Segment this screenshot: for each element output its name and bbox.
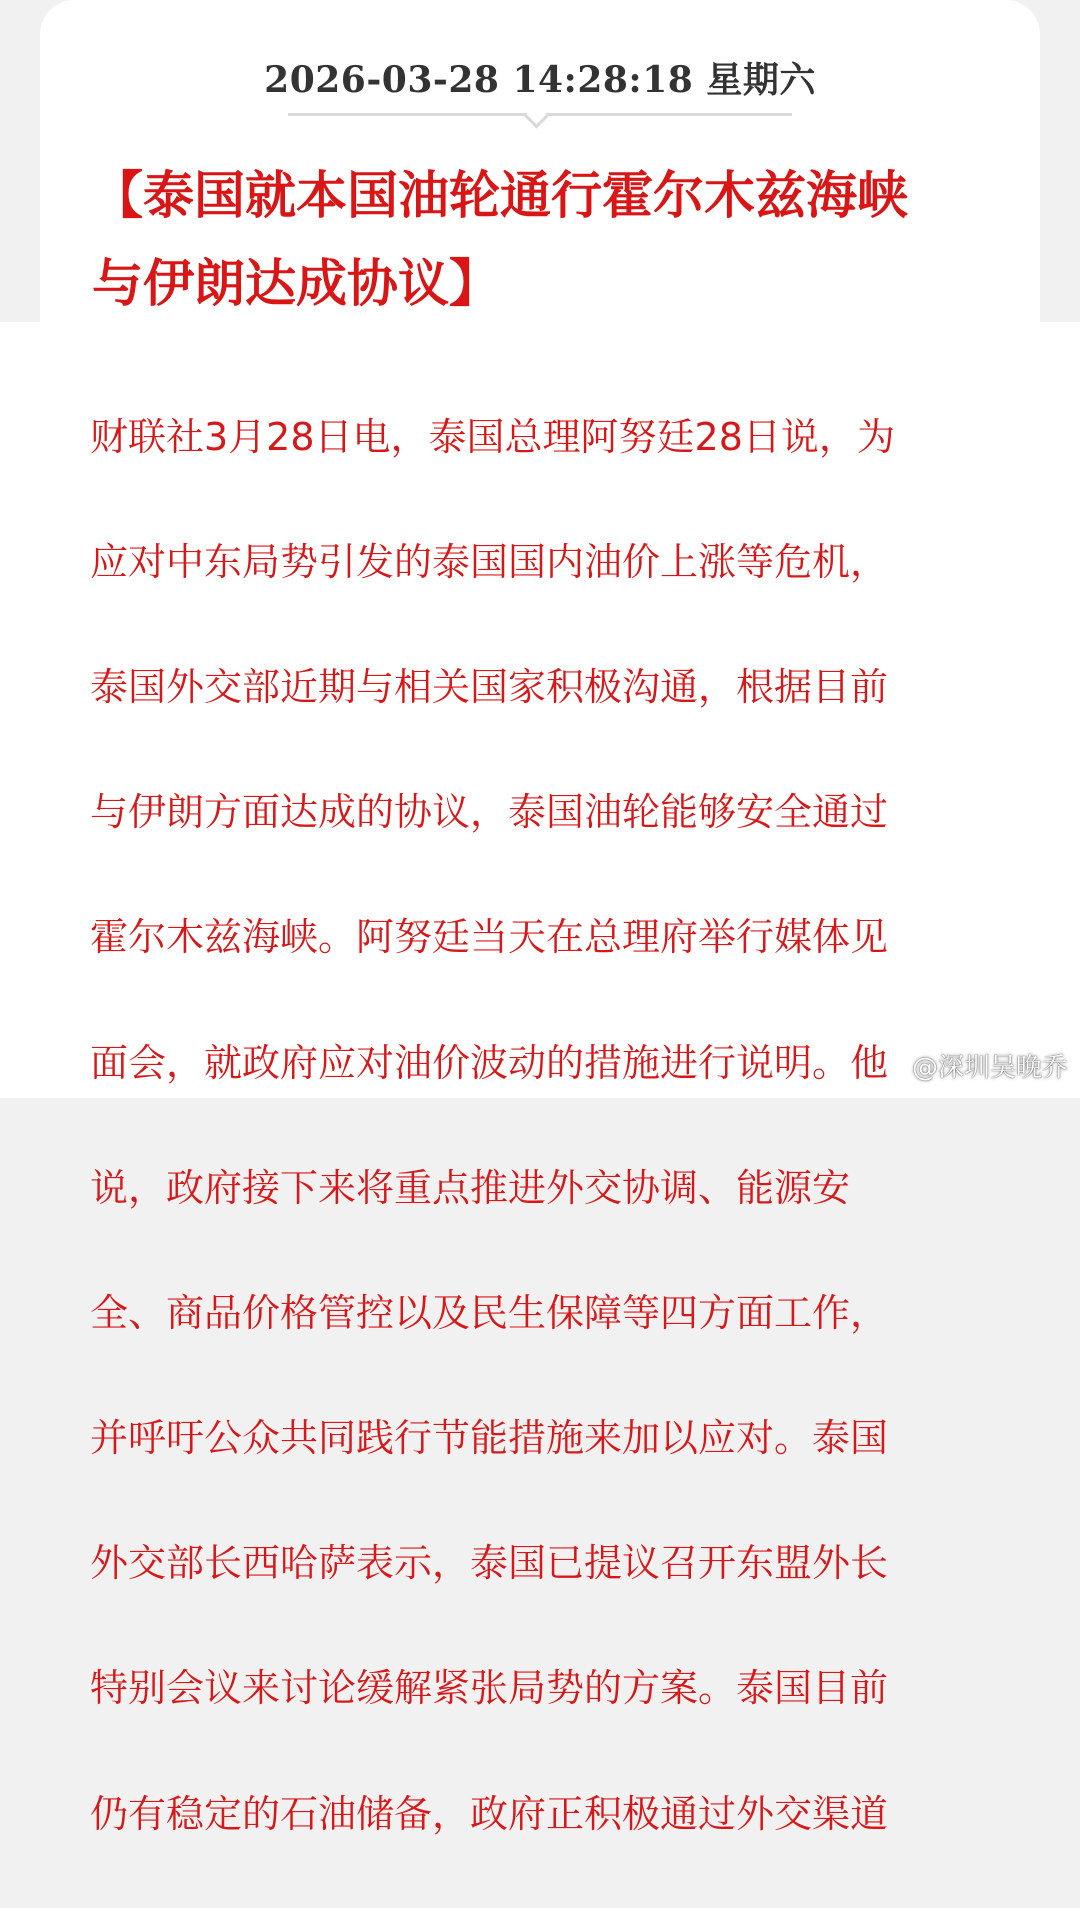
- body-line: 仍有稳定的石油储备，政府正积极通过外交渠道: [90, 1791, 889, 1836]
- body-line: 与伊朗方面达成的协议，泰国油轮能够安全通过: [90, 790, 889, 835]
- body-line: 财联社3月28日电，泰国总理阿努廷28日说，为: [90, 414, 895, 459]
- watermark: @深圳吴晚乔: [911, 1053, 1068, 1083]
- body-line: 面会，就政府应对油价波动的措施进行说明。他: [90, 1040, 889, 1085]
- headline-text: 【泰国就本国油轮通行霍尔木兹海峡 与伊朗达成协议】: [92, 166, 909, 314]
- body-line: 并呼吁公众共同践行节能措施来加以应对。泰国: [90, 1416, 889, 1461]
- timestamp: 2026-03-28 14:28:18 星期六: [264, 59, 816, 101]
- headline: [92, 152, 992, 328]
- article-body: [90, 343, 990, 1908]
- body-line: 外交部长西哈萨表示，泰国已提议召开东盟外长: [90, 1541, 889, 1586]
- body-line: 说，政府接下来将重点推进外交协调、能源安: [90, 1165, 851, 1210]
- body-line: 特别会议来讨论缓解紧张局势的方案。泰国目前: [90, 1666, 889, 1711]
- body-line: 泰国外交部近期与相关国家积极沟通，根据目前: [90, 664, 889, 709]
- body-line: 霍尔木兹海峡。阿努廷当天在总理府举行媒体见: [90, 915, 889, 960]
- body-line: 全、商品价格管控以及民生保障等四方面工作，: [90, 1290, 889, 1335]
- body-line: 应对中东局势引发的泰国国内油价上涨等危机，: [90, 539, 889, 584]
